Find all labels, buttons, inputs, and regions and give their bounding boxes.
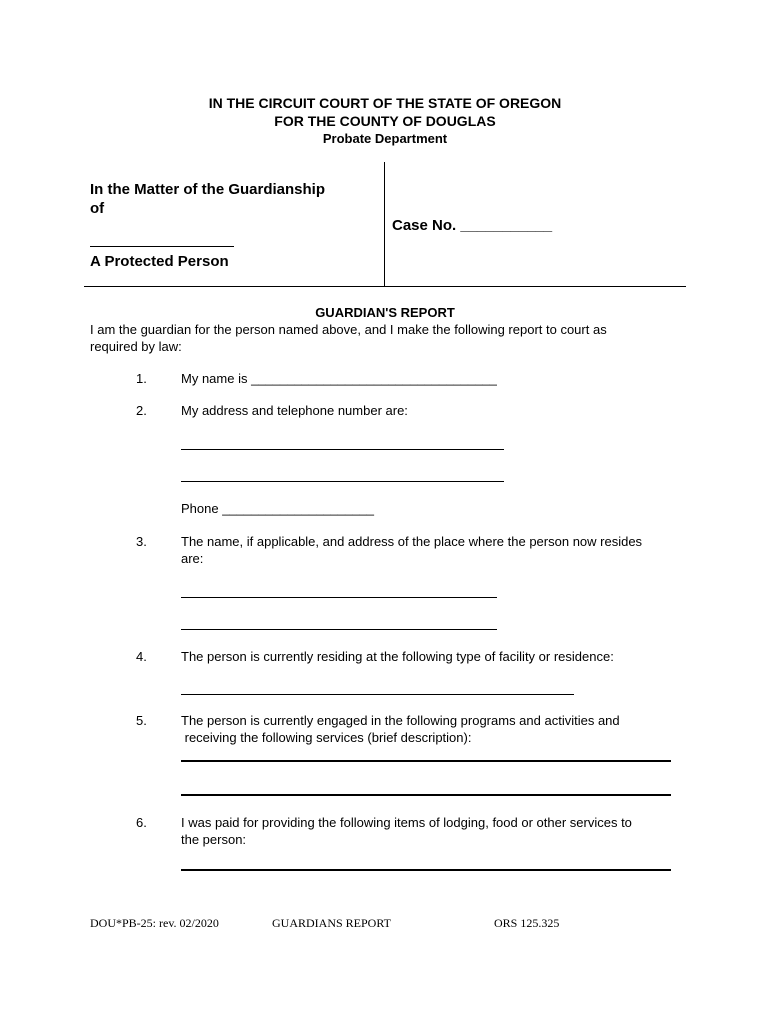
residence-line-2 (181, 629, 497, 630)
item-4-number: 4. (136, 649, 147, 664)
item-3-number: 3. (136, 534, 147, 549)
footer-statute: ORS 125.325 (494, 916, 560, 930)
phone-label: Phone _____________________ (181, 501, 375, 516)
address-line-1 (181, 449, 504, 450)
item-3-text-cont: are: (181, 551, 204, 566)
item-6-text: I was paid for providing the following items of lodging, food or other services to (181, 815, 632, 830)
item-4-text: The person is currently residing at the following type of facility or residence: (181, 649, 614, 664)
item-5-text-cont: receiving the following services (brief description): (181, 730, 472, 745)
residence-line-1 (181, 597, 497, 598)
item-3-text: The name, if applicable, and address of the place where the person now resides (181, 534, 643, 549)
item-1-text: My name is __________________________________ (181, 371, 497, 386)
item-5-number: 5. (136, 713, 147, 728)
report-title: GUARDIAN'S REPORT (315, 305, 455, 320)
intro-line2: required by law: (90, 339, 182, 354)
address-line-2 (181, 481, 504, 482)
caption-bottom-rule (84, 286, 686, 287)
item-6-text-cont: the person: (181, 832, 247, 847)
services-line-1 (181, 760, 671, 762)
footer-form-id: DOU*PB-25: rev. 02/2020 (90, 916, 219, 930)
intro-line1: I am the guardian for the person named above, and I make the following report to court as (90, 322, 607, 337)
court-title-line1: IN THE CIRCUIT COURT OF THE STATE OF OREGON (208, 95, 562, 111)
matter-line2: of (90, 200, 105, 217)
services-line-2 (181, 794, 671, 796)
item-6-number: 6. (136, 815, 147, 830)
department-label: Probate Department (322, 131, 448, 146)
protected-person-label: A Protected Person (90, 253, 229, 270)
case-number-label: Case No. ___________ (392, 217, 553, 234)
facility-type-line (181, 694, 574, 695)
protected-person-name-line (90, 246, 234, 247)
item-5-text: The person is currently engaged in the following programs and activities and (181, 713, 620, 728)
court-title-line2: FOR THE COUNTY OF DOUGLAS (274, 113, 496, 129)
caption-divider (384, 162, 385, 287)
matter-line1: In the Matter of the Guardianship (90, 181, 326, 198)
item-2-text: My address and telephone number are: (181, 403, 408, 418)
item-1-number: 1. (136, 371, 147, 386)
item-2-number: 2. (136, 403, 147, 418)
footer-form-name: GUARDIANS REPORT (272, 916, 391, 930)
payment-line (181, 869, 671, 871)
